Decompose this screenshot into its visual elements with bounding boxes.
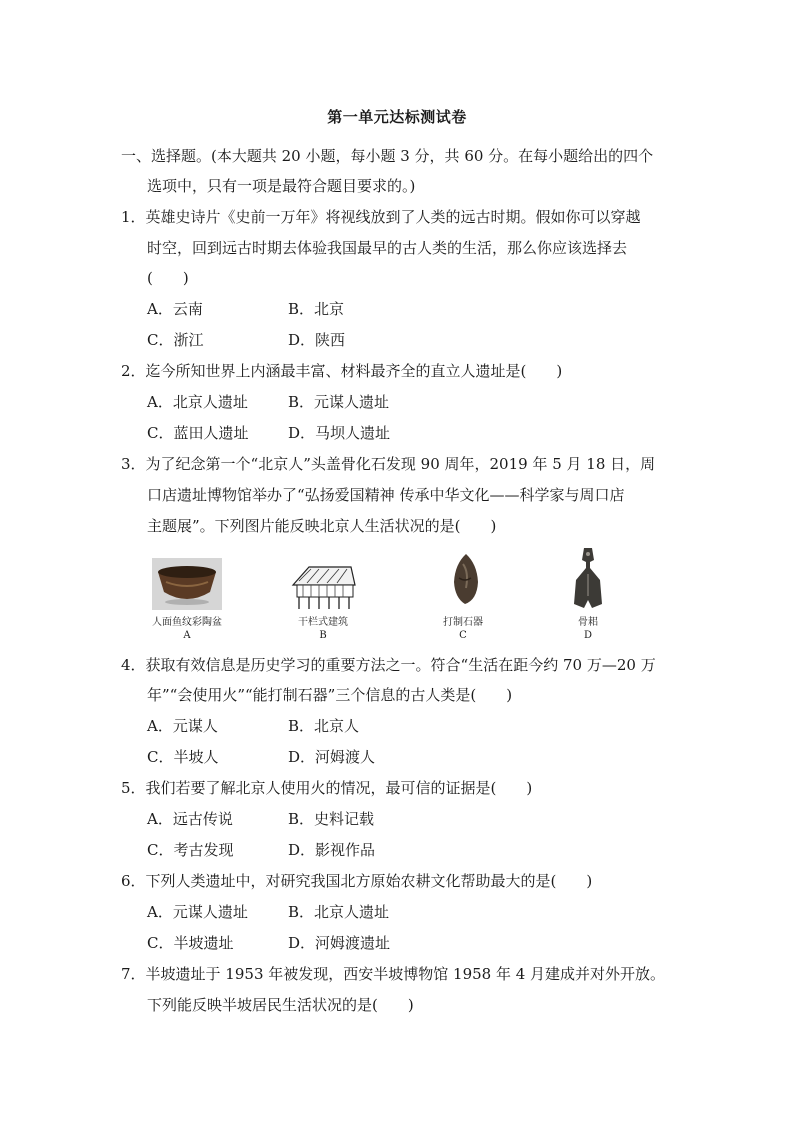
q2-option-d: D．马坝人遗址 [288,424,391,442]
stilt-house-icon [289,561,357,611]
q2-option-a: A．北京人遗址 [147,393,248,411]
q4-option-c: C．半坡人 [147,748,219,766]
chipped-stone-tool-icon [451,552,481,606]
q1-option-d: D．陕西 [288,331,346,349]
q6-option-a: A．元谋人遗址 [147,903,248,921]
q1-option-a: A．云南 [147,300,203,318]
question-4: 4．获取有效信息是历史学习的重要方法之一。符合“生活在距今约 70 万—20 万 [121,656,656,674]
image-d-letter: D [583,630,593,641]
q4-option-d: D．河姆渡人 [288,748,376,766]
q6-option-d: D．河姆渡遗址 [288,934,391,952]
question-5: 5．我们若要了解北京人使用火的情况，最可信的证据是( ) [121,779,533,797]
q4-option-b: B．北京人 [288,717,360,735]
q5-option-b: B．史料记载 [288,810,375,828]
image-a-letter: A [183,630,191,641]
image-a-caption: 人面鱼纹彩陶盆 [152,617,222,628]
q1-option-b: B．北京 [288,300,345,318]
q5-option-a: A．远古传说 [147,810,233,828]
section-header: 一、选择题。(本大题共 20 小题，每小题 3 分，共 60 分。在每小题给出的四个 [121,147,654,165]
image-b-caption: 干栏式建筑 [298,617,348,628]
section-header-cont: 选项中，只有一项是最符合题目要求的。) [147,177,416,195]
image-c-caption: 打制石器 [443,617,483,628]
question-1: 1．英雄史诗片《史前一万年》将视线放到了人类的远古时期。假如你可以穿越 [121,208,641,226]
q2-option-c: C．蓝田人遗址 [147,424,249,442]
bone-spade-icon [570,546,606,610]
q4-option-a: A．元谋人 [147,717,218,735]
q5-option-c: C．考古发现 [147,841,234,859]
image-b-letter: B [319,630,327,641]
image-d-caption: 骨耜 [578,617,598,628]
question-3: 3．为了纪念第一个“北京人”头盖骨化石发现 90 周年，2019 年 5 月 18 日，周 [121,455,656,473]
question-3-cont: 口店遗址博物馆举办了“弘扬爱国精神 传承中华文化——科学家与周口店 [147,486,625,504]
q5-option-d: D．影视作品 [288,841,376,859]
q6-option-c: C．半坡遗址 [147,934,234,952]
question-7: 7．半坡遗址于 1953 年被发现，西安半坡博物馆 1958 年 4 月建成并对外开放。 [121,965,666,983]
painted-pottery-basin-icon [152,558,222,610]
question-1-bracket: ( ) [147,269,189,287]
question-3-cont2: 主题展”。下列图片能反映北京人生活状况的是( ) [147,517,497,535]
q2-option-b: B．元谋人遗址 [288,393,390,411]
q6-option-b: B．北京人遗址 [288,903,390,921]
question-2: 2．迄今所知世界上内涵最丰富、材料最齐全的直立人遗址是( ) [121,362,563,380]
image-c-letter: C [459,630,467,641]
page-title: 第一单元达标测试卷 [327,108,467,126]
question-4-cont: 年”“会使用火”“能打制石器”三个信息的古人类是( ) [147,686,513,704]
question-7-cont: 下列能反映半坡居民生活状况的是( ) [147,996,414,1014]
question-6: 6．下列人类遗址中，对研究我国北方原始农耕文化帮助最大的是( ) [121,872,593,890]
q1-option-c: C．浙江 [147,331,204,349]
question-1-cont: 时空，回到远古时期去体验我国最早的古人类的生活，那么你应该选择去 [147,239,628,257]
